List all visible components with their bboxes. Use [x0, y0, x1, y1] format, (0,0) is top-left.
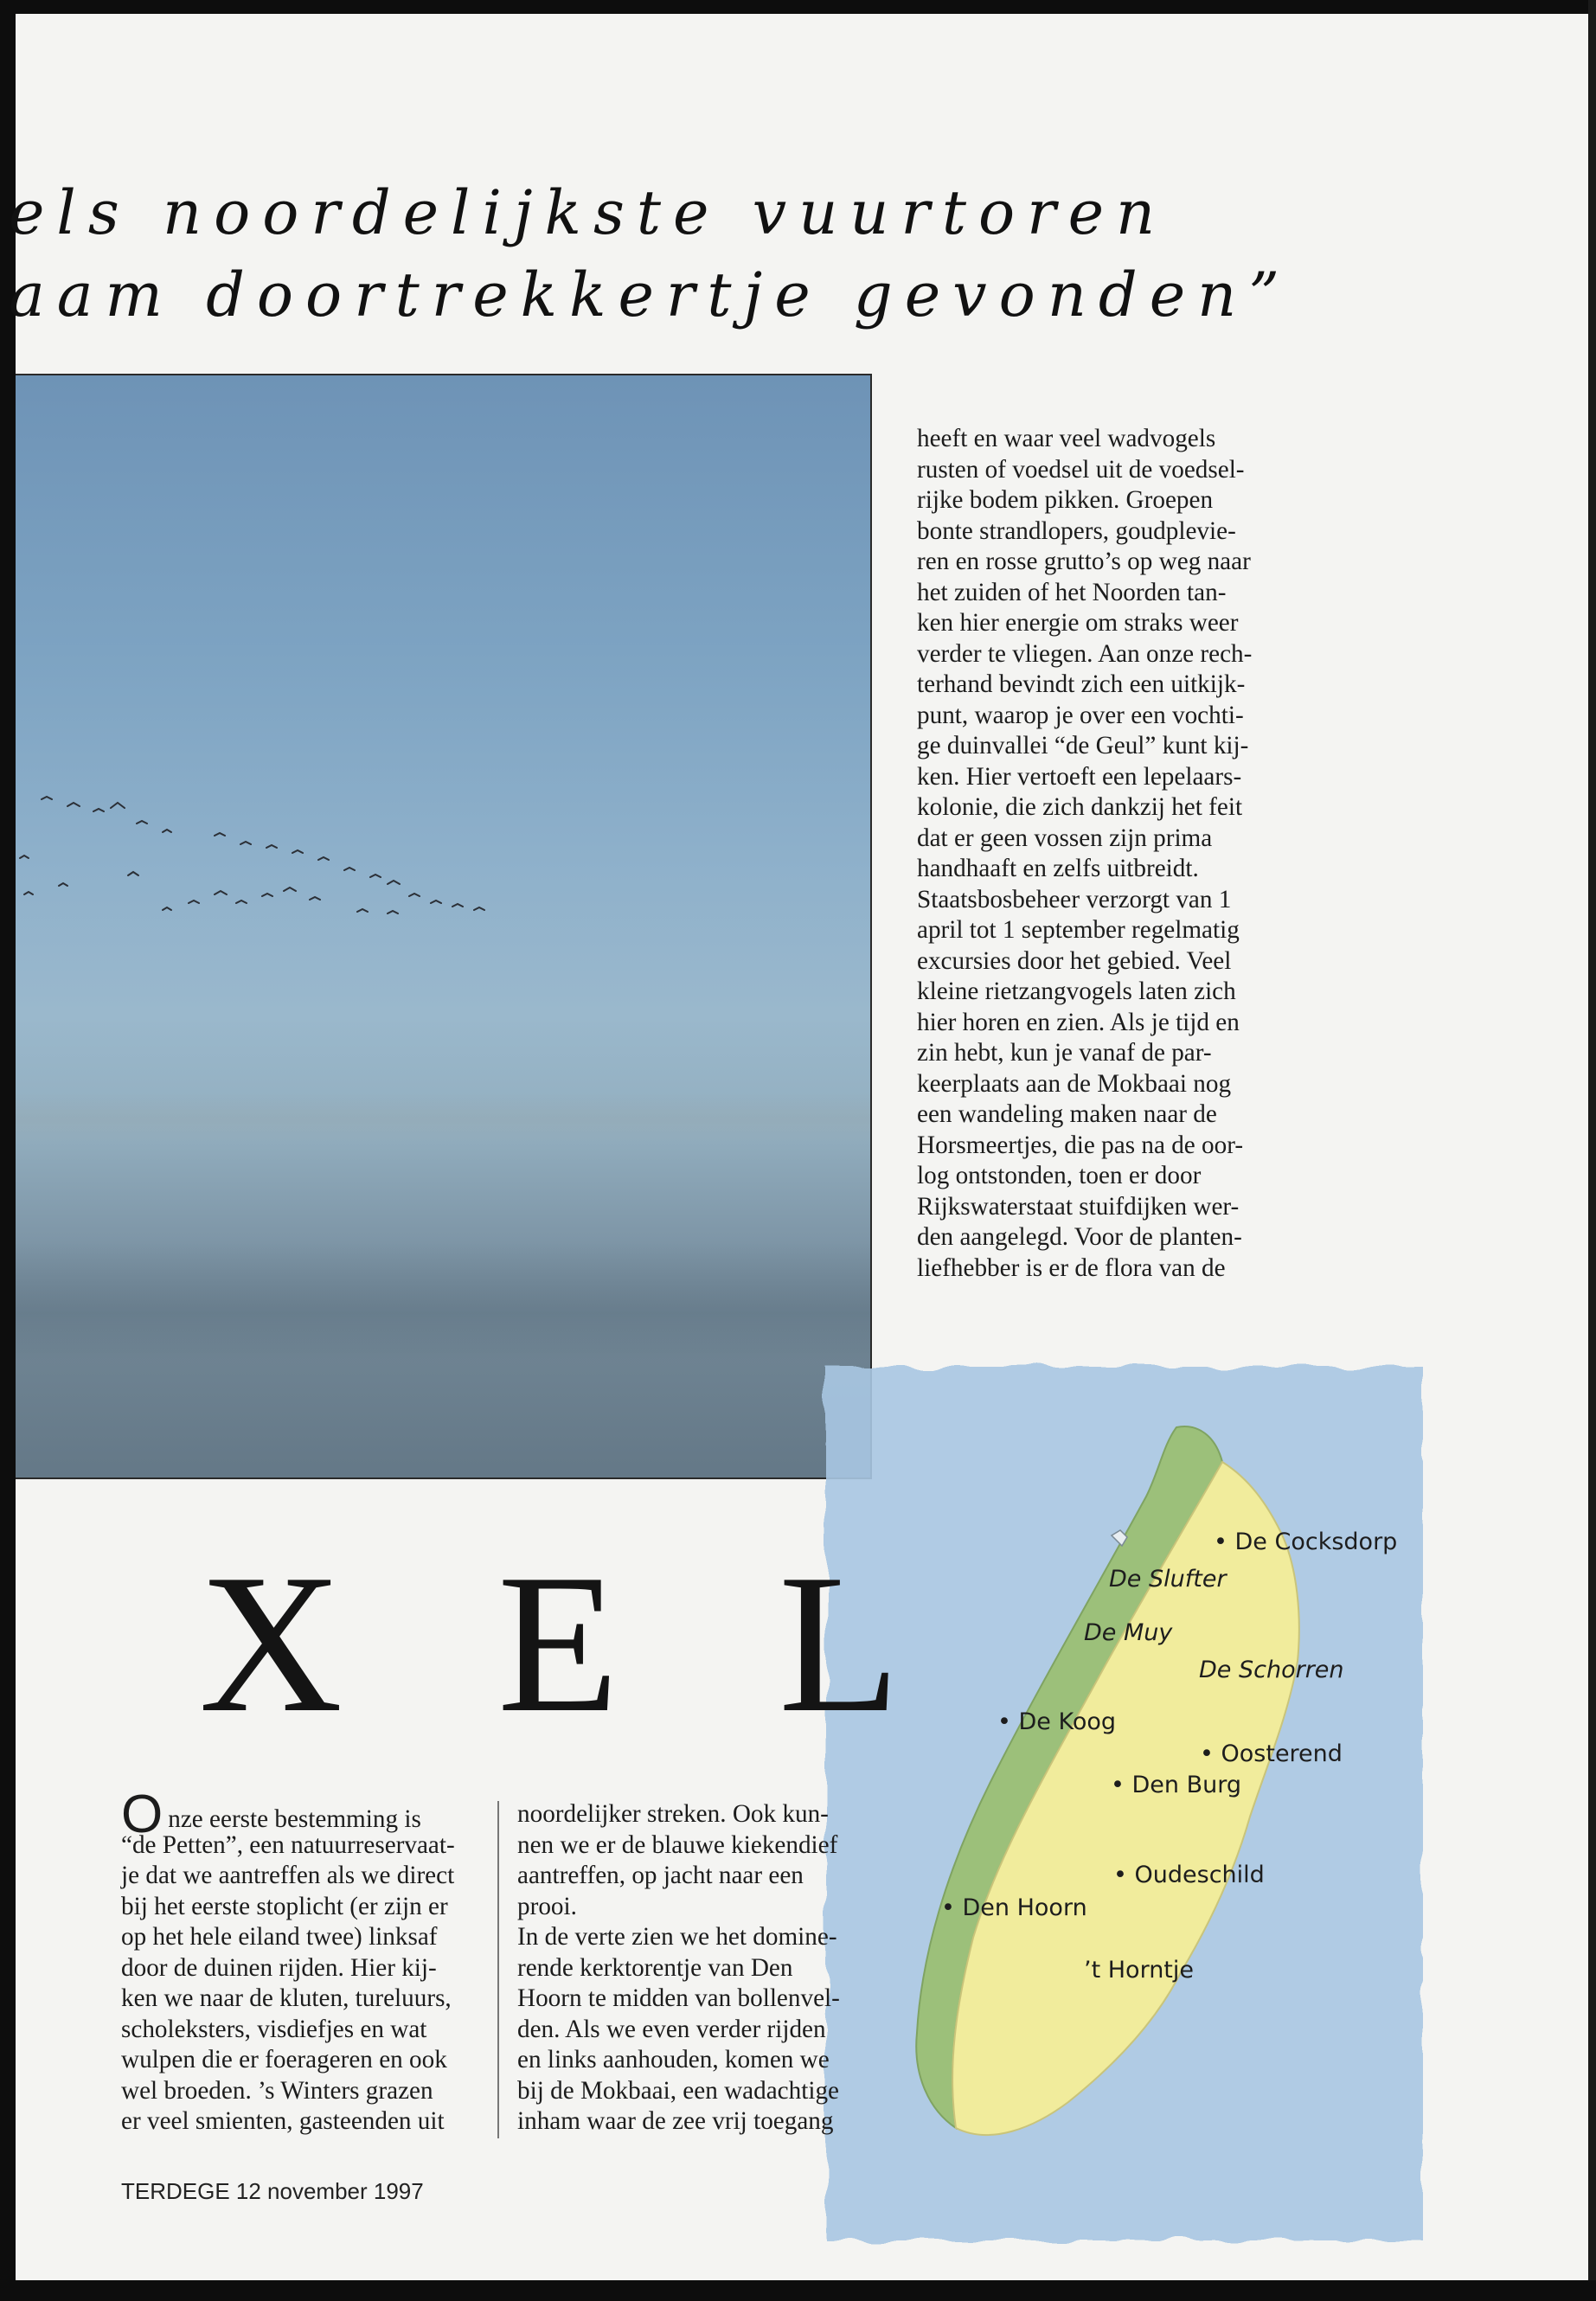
article-line: zin hebt, kun je vanaf de par-	[917, 1039, 1212, 1067]
column-divider	[497, 1801, 499, 2138]
article-line: door de duinen rijden. Hier kij-	[121, 1953, 437, 1982]
article-line: keerplaats aan de Mokbaai nog	[917, 1069, 1232, 1098]
map-label-de-koog: • De Koog	[997, 1708, 1117, 1735]
article-line: dat er geen vossen zijn prima	[917, 824, 1213, 852]
article-first-line	[121, 1785, 455, 1844]
drop-cap: O	[121, 1785, 163, 1844]
title-letter-l: L	[779, 1533, 901, 1753]
scan-border-bottom	[0, 2280, 1596, 2301]
article-line: Rijkswaterstaat stuifdijken wer-	[917, 1192, 1240, 1221]
article-line: hier horen en zien. Als je tijd en	[917, 1008, 1240, 1036]
article-line: er veel smienten, gasteenden uit	[121, 2107, 445, 2135]
article-line: den aangelegd. Voor de planten-	[917, 1223, 1242, 1251]
article-line: scholeksters, visdiefjes en wat	[121, 2015, 427, 2043]
photo-treeline-mist	[16, 1093, 870, 1145]
article-line: den. Als we even verder rijden	[517, 2015, 826, 2043]
article-line: rusten of voedsel uit de voedsel-	[917, 455, 1245, 484]
map-label-de-schorren: De Schorren	[1199, 1657, 1344, 1683]
article-line: inham waar de zee vrij toegang	[517, 2107, 834, 2135]
headline-line-2: aam doortrekkertje gevonden”	[9, 260, 1292, 330]
article-line: bonte strandlopers, goudplevie-	[917, 516, 1236, 545]
article-line: april tot 1 september regelmatig	[917, 916, 1240, 944]
article-line: nen we er de blauwe kiekendief	[517, 1830, 838, 1859]
scan-border-right	[1588, 0, 1596, 2301]
article-line: liefhebber is er de flora van de	[917, 1253, 1226, 1282]
map-label-oosterend: • Oosterend	[1200, 1740, 1343, 1767]
article-line: ken we naar de kluten, tureluurs,	[121, 1984, 452, 2012]
article-line: wel broeden. ’s Winters grazen	[121, 2076, 433, 2105]
article-line: heeft en waar veel wadvogels	[917, 425, 1216, 452]
article-line: handhaaft en zelfs uitbreidt.	[917, 855, 1199, 882]
scan-border-top	[0, 0, 1596, 14]
article-line: prooi.	[517, 1892, 577, 1920]
article-line: kolonie, die zich dankzij het feit	[917, 793, 1243, 821]
map-label-de-slufter: De Slufter	[1109, 1566, 1227, 1593]
article-line: en links aanhouden, komen we	[517, 2046, 830, 2073]
article-line: aantreffen, op jacht naar een	[517, 1862, 804, 1889]
article-line: kleine rietzangvogels laten zich	[917, 977, 1236, 1005]
article-line: In de verte zien we het domine-	[517, 1923, 837, 1951]
article-line: Hoorn te midden van bollenvel-	[517, 1984, 840, 2012]
article-line: ge duinvallei “de Geul” kunt kij-	[917, 732, 1249, 760]
article-line: het zuiden of het Noorden tan-	[917, 578, 1227, 606]
article-column-left-1	[121, 1785, 455, 2138]
map-label-t-horntje: ’t Horntje	[1084, 1957, 1195, 1984]
misty-landscape-photo	[16, 374, 872, 1479]
article-line: nze eerste bestemming is	[168, 1805, 421, 1833]
title-letter-e: E	[497, 1533, 619, 1753]
article-column-right	[917, 424, 1252, 1284]
scan-border-left	[0, 0, 16, 2301]
article-line: punt, waarop je over een vochti-	[917, 701, 1244, 729]
article-line: een wandeling maken naar de	[917, 1100, 1217, 1128]
map-label-de-muy: De Muy	[1084, 1619, 1173, 1646]
map-label-oudeschild: • Oudeschild	[1113, 1862, 1265, 1888]
article-line: bij het eerste stoplicht (er zijn er	[121, 1892, 448, 1920]
headline-line-1: els noordelijkste vuurtoren	[9, 177, 1168, 248]
map-label-den-hoorn: • Den Hoorn	[941, 1894, 1087, 1921]
article-line: op het hele eiland twee) linksaf	[121, 1923, 438, 1951]
article-line: ken hier energie om straks weer	[917, 609, 1239, 637]
article-line: rende kerktorentje van Den	[517, 1953, 793, 1982]
article-line: terhand bevindt zich een uitkijk-	[917, 670, 1246, 698]
article-line: rijke bodem pikken. Groepen	[917, 486, 1214, 514]
article-line: verder te vliegen. Aan onze rech-	[917, 639, 1253, 668]
article-column-left-2	[517, 1799, 840, 2138]
article-line: “de Petten”, een natuurreservaat-	[121, 1830, 455, 1859]
article-line: bij de Mokbaai, een wadachtige	[517, 2076, 839, 2105]
article-line: ken. Hier vertoeft een lepelaars-	[917, 762, 1242, 791]
article-line: noordelijker streken. Ook kun-	[517, 1800, 829, 1828]
article-line: Staatsbosbeheer verzorgt van 1	[917, 885, 1232, 913]
article-line: ren en rosse grutto’s op weg naar	[917, 548, 1251, 575]
flying-birds-flock	[16, 782, 500, 920]
article-line: wulpen die er foerageren en ook	[121, 2046, 447, 2073]
title-letter-x: X	[199, 1533, 343, 1753]
photo-ground-mist	[16, 1240, 870, 1362]
article-line: log ontstonden, toen er door	[917, 1162, 1202, 1189]
article-line: excursies door het gebied. Veel	[917, 946, 1232, 975]
article-line: je dat we aantreffen als we direct	[121, 1862, 455, 1889]
article-line: Horsmeertjes, die pas na de oor-	[917, 1131, 1244, 1159]
page-footer: TERDEGE 12 november 1997	[121, 2178, 424, 2204]
map-label-den-burg: • Den Burg	[1111, 1772, 1242, 1798]
map-label-de-cocksdorp: • De Cocksdorp	[1214, 1529, 1398, 1555]
